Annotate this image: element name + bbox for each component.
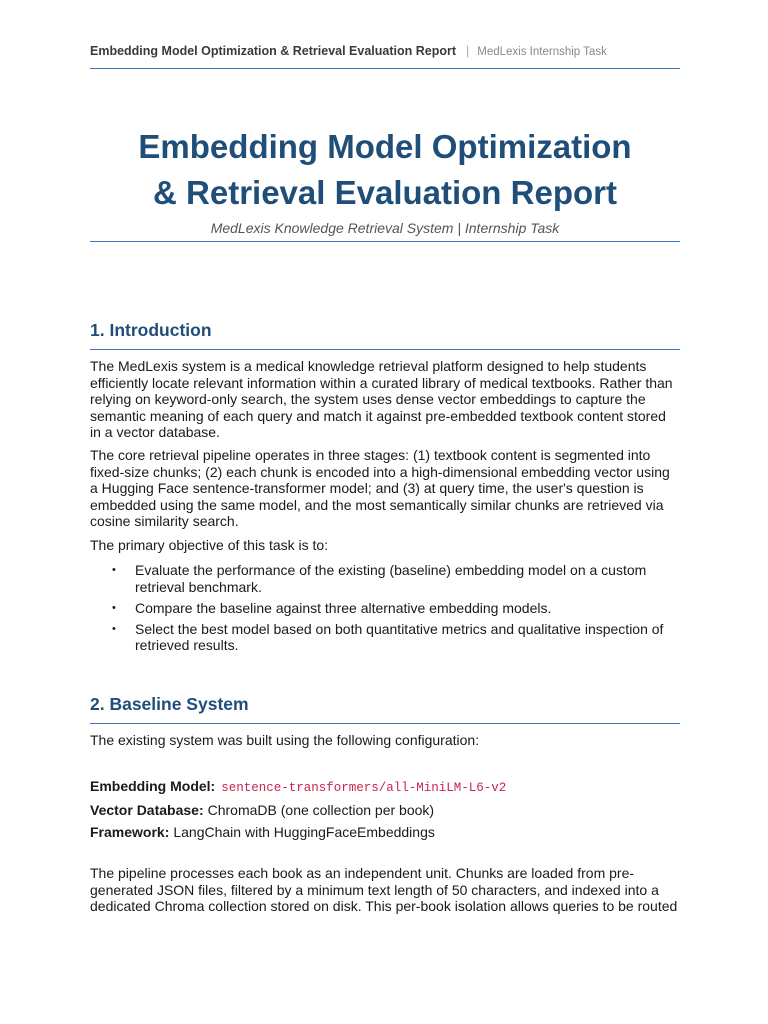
- config-label: Vector Database:: [90, 802, 204, 818]
- objectives-list: [90, 562, 680, 658]
- running-header: [90, 44, 680, 58]
- config-label: Embedding Model:: [90, 778, 216, 794]
- config-framework: [90, 821, 680, 843]
- config-code-value: sentence-transformers/all-MiniLM-L6-v2: [221, 781, 507, 795]
- bullet-icon: •: [112, 564, 116, 576]
- baseline-config: [90, 775, 680, 843]
- running-header-title: Embedding Model Optimization & Retrieval Evaluation Report: [90, 44, 457, 58]
- title-block: [90, 124, 680, 236]
- list-item-text: Compare the baseline against three alternative embedding models.: [135, 599, 552, 616]
- section-heading-baseline-system: 2. Baseline System: [90, 694, 249, 714]
- list-item-text: Select the best model based on both quantitative metrics and qualitative inspection of retrieved results.: [135, 620, 664, 653]
- running-header-subtitle: MedLexis Internship Task: [477, 46, 607, 58]
- intro-paragraph-2: The core retrieval pipeline operates in three stages: (1) textbook content is segmented into fixed-size chunks; (2) each chunk is encoded into a high-dimensional embedding vector using a Hugging Face sentence-transformer model; and (3) at query time, the user's question is embedded using the same model, and the most semantically similar chunks are retrieved via cosine similarity search.: [90, 447, 670, 529]
- list-item: [90, 600, 680, 617]
- section-rule-baseline-system: [90, 723, 680, 724]
- document-title-line-1: Embedding Model Optimization: [138, 128, 632, 165]
- section-heading-introduction: 1. Introduction: [90, 320, 212, 340]
- list-item: [90, 562, 680, 595]
- config-embedding-model: [90, 775, 680, 799]
- document-title-line-2: & Retrieval Evaluation Report: [153, 174, 617, 211]
- header-rule: [90, 68, 680, 69]
- list-item: [90, 621, 680, 654]
- running-header-separator: |: [466, 44, 470, 58]
- intro-paragraph-1: The MedLexis system is a medical knowledge retrieval platform designed to help students efficiently locate relevant information within a curated library of medical textbooks. Rather than relying on keyword-only search, the system uses dense vector embeddings to capture the semantic meaning of each query and match it against pre-embedded textbook content stored in a vector database.: [90, 358, 673, 440]
- config-value: ChromaDB (one collection per book): [207, 802, 435, 818]
- title-rule: [90, 241, 680, 242]
- config-value: LangChain with HuggingFaceEmbeddings: [173, 824, 435, 840]
- intro-paragraph-3: The primary objective of this task is to:: [90, 537, 329, 553]
- section-rule-introduction: [90, 349, 680, 350]
- baseline-intro: The existing system was built using the following configuration:: [90, 732, 480, 748]
- bullet-icon: •: [112, 601, 116, 614]
- config-vector-database: [90, 799, 680, 821]
- document-subtitle: MedLexis Knowledge Retrieval System | Internship Task: [210, 220, 560, 236]
- baseline-pipeline-paragraph: The pipeline processes each book as an independent unit. Chunks are loaded from pre-generated JSON files, filtered by a minimum text length of 50 characters, and indexed into a dedicated Chroma collection stored on disk. This per-book isolation allows queries to be routed: [90, 865, 678, 914]
- list-item-text: Evaluate the performance of the existing (baseline) embedding model on a custom retrieval benchmark.: [135, 562, 647, 595]
- bullet-icon: •: [112, 622, 116, 635]
- config-label: Framework:: [90, 824, 170, 840]
